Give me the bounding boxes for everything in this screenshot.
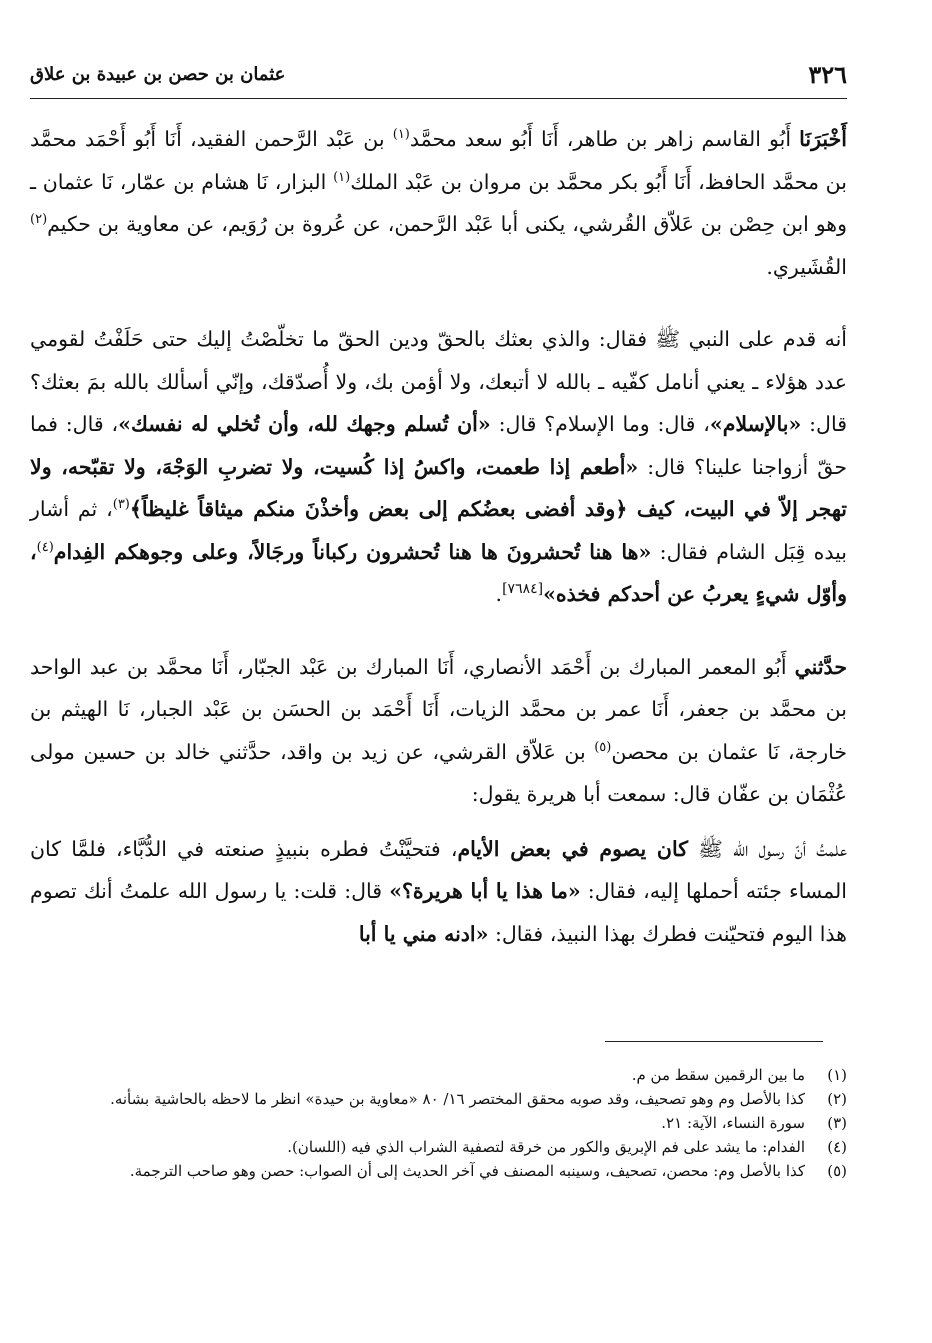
- text-span: أنه قدم على النبي ﷺ فقال: والذي بعثك بالحقّ ودين الحقّ ما تخلّصْتُ إليك حتى حَلَفْتُ لقومي عدد هؤلاء ـ يعني أنامل كفّيه ـ بالله لا أتبعك، ولا أؤمن بك، ولا أُصدّقك، وإنّي أسألك بالله بمَ بعثك؟ قال:: [30, 327, 847, 436]
- isnad-lead-word: أَخْبَرَنَا: [799, 127, 847, 151]
- text-span: أَبُو المعمر المبارك بن أَحْمَد الأنصاري، أَنَا المبارك بن عَبْد الجبّار، أَنَا محمَّد بن عبد الواحد بن محمَّد بن جعفر، أَنَا عمر بن محمَّد الزيات، أَنَا أَحْمَد بن الحسَن بن عَبْد الجبار، نَا الهيثم بن خارجة، نَا عثمان بن محصن: [30, 654, 848, 764]
- footnote-marker: (٤): [36, 539, 54, 555]
- paragraph-hadith-2: [30, 828, 847, 956]
- paragraph-hadith-1: [30, 318, 847, 616]
- footnote-number: (١): [827, 1066, 847, 1084]
- bold-phrase: كان يصوم في بعض الأيام: [457, 836, 688, 861]
- text-span: ، قال: وما الإسلام؟ قال:: [490, 412, 710, 436]
- text-span: القُشَيري.: [766, 254, 847, 279]
- footnote-text: ما بين الرقمين سقط من م.: [631, 1066, 805, 1084]
- page-header: [30, 58, 847, 98]
- hadith-reference-number: [٧٦٨٤]: [502, 581, 544, 598]
- footnote-marker: (٥): [594, 739, 612, 755]
- footnote-separator: [605, 1041, 823, 1042]
- text-span: قال: قلت: يا رسول الله علمتُ أنك تصوم هذا اليوم فتحيّنت فطرك بهذا النبيذ، فقال:: [30, 879, 847, 946]
- footnote-item: [30, 1159, 847, 1183]
- prophetic-speech: «أن تُسلم وجهك لله، وأن تُخلي له نفسك»: [118, 412, 491, 436]
- footnote-number: (٢): [827, 1090, 847, 1108]
- footnote-item: [30, 1111, 847, 1135]
- main-text: [30, 118, 847, 955]
- footnote-marker: (٣): [112, 497, 130, 513]
- footnote-text: كذا بالأصل وم: محصن، تصحيف، وسينبه المصنف في آخر الحديث إلى أن الصواب: حصن وهو صاحب الترجمة.: [129, 1162, 805, 1180]
- footnote-text: سورة النساء، الآية: ٢١.: [661, 1114, 805, 1132]
- prophetic-speech: «أطعم إذا طعمت، واكسُ إذا كُسيت، ولا تضربِ الوَجْهَ، ولا تقبّحه، ولا تهجر إلاّ في البيت، كيف ﴿وقد أفضى بعضُكم إلى بعض وأخذْنَ منكم ميثاقاً غليظاً﴾: [30, 454, 847, 521]
- footnote-marker: (١): [333, 169, 351, 185]
- header-rule: [30, 98, 847, 99]
- prophetic-speech: «ادنه مني يا أبا: [358, 921, 489, 946]
- footnote-item: [30, 1063, 847, 1087]
- footnote-item: [30, 1135, 847, 1159]
- isnad-lead-word: حدَّثني: [794, 654, 847, 679]
- paragraph-isnad-1: [30, 118, 847, 288]
- text-span: .: [495, 582, 503, 606]
- footnote-number: (٣): [827, 1114, 847, 1132]
- footnote-marker: (٢): [30, 212, 48, 228]
- footnote-item: [30, 1087, 847, 1111]
- footnote-text: الفدام: ما يشد على فم الإبريق والكور من خرقة لتصفية الشراب الذي فيه (اللسان).: [287, 1138, 805, 1156]
- prophetic-speech: «ها هنا تُحشرونَ ها هنا تُحشرون ركباناً ورجَالاً، وعلى وجوهكم الفِدام: [53, 539, 652, 564]
- paragraph-isnad-2: [30, 646, 847, 816]
- text-span: بن عَلاّق القرشي، عن زيد بن واقد، حدَّثني خالد بن حسين مولى عُثْمَان بن عفّان قال: سمعت أبا هريرة يقول:: [30, 739, 847, 806]
- page-number: ٣٢٦: [808, 60, 847, 89]
- text-span: بن عَبْد الرَّحمن الفقيد، أَنَا أَبُو أَحْمَد محمَّد بن محمَّد الحافظ، أَنَا أَبُو بكر محمَّد بن مروان بن عَبْد الملك: [30, 127, 847, 194]
- text-span: ، فتحيَّنْتُ فطره بنبيذٍ صنعته في الدُّبَّاء، فلمَّا كان المساء جئته أحملها إليه، فقال:: [30, 836, 847, 903]
- footnote-marker: (١): [392, 127, 410, 143]
- text-span: علمتُ أنّ رسول الله ﷺ: [688, 836, 848, 861]
- text-span: أَبُو القاسم زاهر بن طاهر، أَنَا أَبُو سعد محمَّد: [409, 127, 800, 151]
- prophetic-speech: ، وأوّل شيءٍ يعربُ عن أحدكم فخذه»: [30, 539, 847, 606]
- text-span: البزار، نَا هشام بن عمّار، نَا عثمان ـ وهو ابن حِصْن بن عَلاّق القُرشي، يكنى أبا عَبْد الرَّحمن، عن عُروة بن رُوَيم، عن معاوية بن حكيم: [30, 169, 847, 236]
- prophetic-speech: «بالإسلام»: [709, 412, 802, 436]
- running-title: عثمان بن حصن بن عبيدة بن علاق: [30, 64, 286, 85]
- text-span: ، قال: فما حقّ أزواجنا علينا؟ قال:: [30, 412, 847, 479]
- prophetic-speech: «ما هذا يا أبا هريرة؟»: [389, 879, 581, 903]
- text-span: ، ثم أشار بيده قِبَل الشام فقال:: [30, 497, 847, 564]
- footnote-number: (٤): [827, 1138, 847, 1156]
- footnotes: [30, 1063, 847, 1183]
- footnote-number: (٥): [827, 1162, 847, 1180]
- footnote-text: كذا بالأصل وم وهو تصحيف، وقد صوبه محقق المختصر ١٦/ ٨٠ «معاوية بن حيدة» انظر ما لاحظه بالحاشية بشأنه.: [110, 1090, 805, 1108]
